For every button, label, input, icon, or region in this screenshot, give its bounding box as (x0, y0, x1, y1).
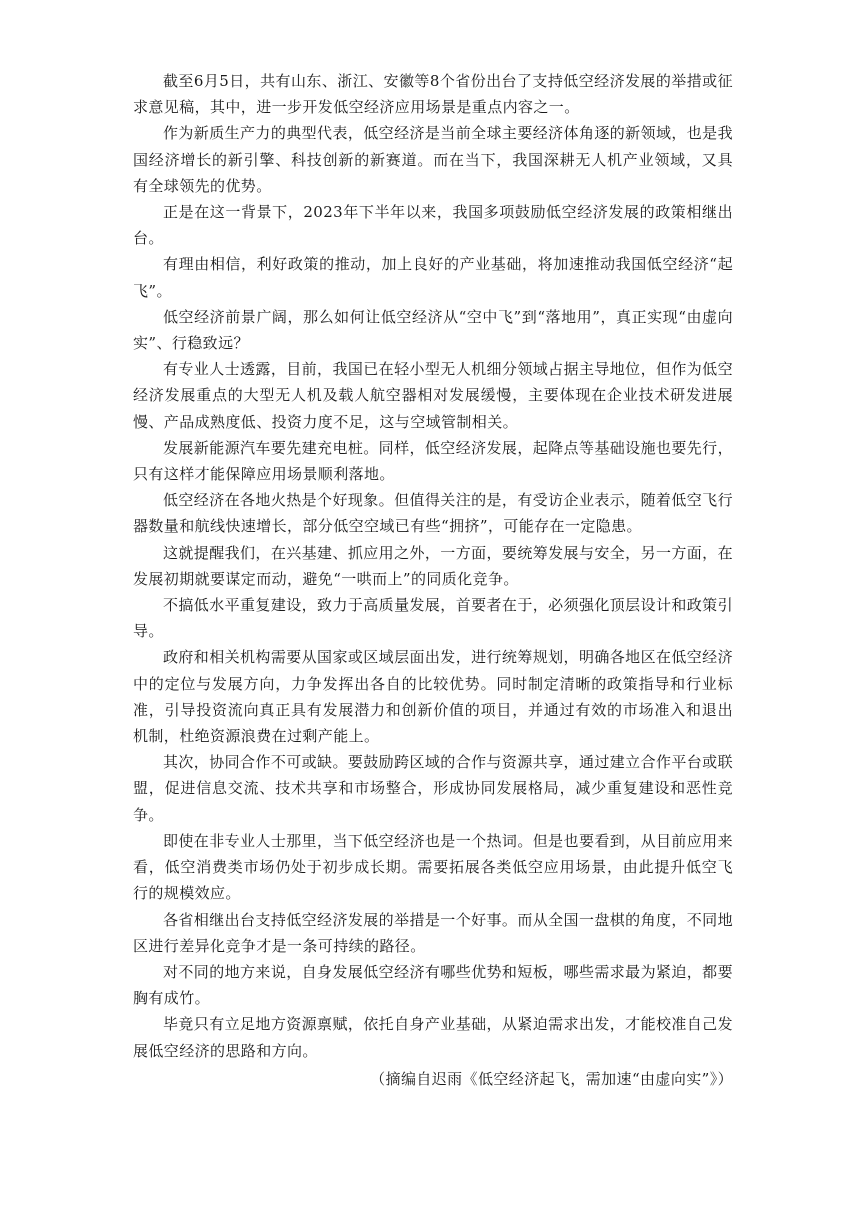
paragraph-9: 这就提醒我们，在兴基建、抓应用之外，一方面，要统筹发展与安全，另一方面，在发展初期就要谋定而动，避免“一哄而上”的同质化竞争。 (133, 543, 733, 588)
paragraph-1: 截至6月5日，共有山东、浙江、安徽等8个省份出台了支持低空经济发展的举措或征求意见稿，其中，进一步开发低空经济应用场景是重点内容之一。 (133, 72, 733, 117)
paragraph-8: 低空经济在各地火热是个好现象。但值得关注的是，有受访企业表示，随着低空飞行器数量和航线快速增长，部分低空空域已有些“拥挤”，可能存在一定隐患。 (133, 491, 733, 536)
paragraph-7: 发展新能源汽车要先建充电桩。同样，低空经济发展，起降点等基础设施也要先行，只有这样才能保障应用场景顺利落地。 (133, 438, 733, 484)
paragraph-16: 毕竟只有立足地方资源禀赋，依托自身产业基础，从紧迫需求出发，才能校准自己发展低空经济的思路和方向。 (133, 1015, 733, 1060)
paragraph-13: 即使在非专业人士那里，当下低空经济也是一个热词。但是也要看到，从目前应用来看，低空消费类市场仍处于初步成长期。需要拓展各类低空应用场景，由此提升低空飞行的规模效应。 (133, 831, 733, 903)
paragraph-14: 各省相继出台支持低空经济发展的举措是一个好事。而从全国一盘棋的角度，不同地区进行差异化竞争才是一条可持续的路径。 (133, 910, 733, 955)
paragraph-5: 低空经济前景广阔，那么如何让低空经济从“空中飞”到“落地用”，真正实现“由虚向实”、行稳致远？ (133, 307, 733, 353)
paragraph-2: 作为新质生产力的典型代表，低空经济是当前全球主要经济体角逐的新领域，也是我国经济增长的新引擎、科技创新的新赛道。而在当下，我国深耕无人机产业领域，又具有全球领先的优势。 (133, 124, 733, 195)
paragraph-11: 政府和相关机构需要从国家或区域层面出发，进行统筹规划，明确各地区在低空经济中的定位与发展方向，力争发挥出各自的比较优势。同时制定清晰的政策指导和行业标准，引导投资流向真正具有发展潜力和创新价值的项目，并通过有效的市场准入和退出机制，杜绝资源浪费在过剩产能上。 (133, 648, 733, 746)
paragraph-12: 其次，协同合作不可或缺。要鼓励跨区域的合作与资源共享，通过建立合作平台或联盟，促进信息交流、技术共享和市场整合，形成协同发展格局，减少重复建设和恶性竞争。 (133, 753, 733, 824)
paragraph-15: 对不同的地方来说，自身发展低空经济有哪些优势和短板，哪些需求最为紧迫，都要胸有成竹。 (133, 962, 733, 1008)
paragraph-3: 正是在这一背景下，2023年下半年以来，我国多项鼓励低空经济发展的政策相继出台。 (133, 203, 733, 248)
paragraph-10: 不搞低水平重复建设，致力于高质量发展，首要者在于，必须强化顶层设计和政策引导。 (133, 596, 733, 641)
paragraph-4: 有理由相信，利好政策的推动，加上良好的产业基础，将加速推动我国低空经济“起飞”。 (133, 255, 733, 300)
source-citation: （摘编自迟雨《低空经济起飞，需加速“由虚向实”》） (370, 1069, 733, 1088)
paragraph-6: 有专业人士透露，目前，我国已在轻小型无人机细分领域占据主导地位，但作为低空经济发展重点的大型无人机及载人航空器相对发展缓慢，主要体现在企业技术研发进展慢、产品成熟度低、投资力度不足，这与空域管制相关。 (133, 360, 733, 431)
